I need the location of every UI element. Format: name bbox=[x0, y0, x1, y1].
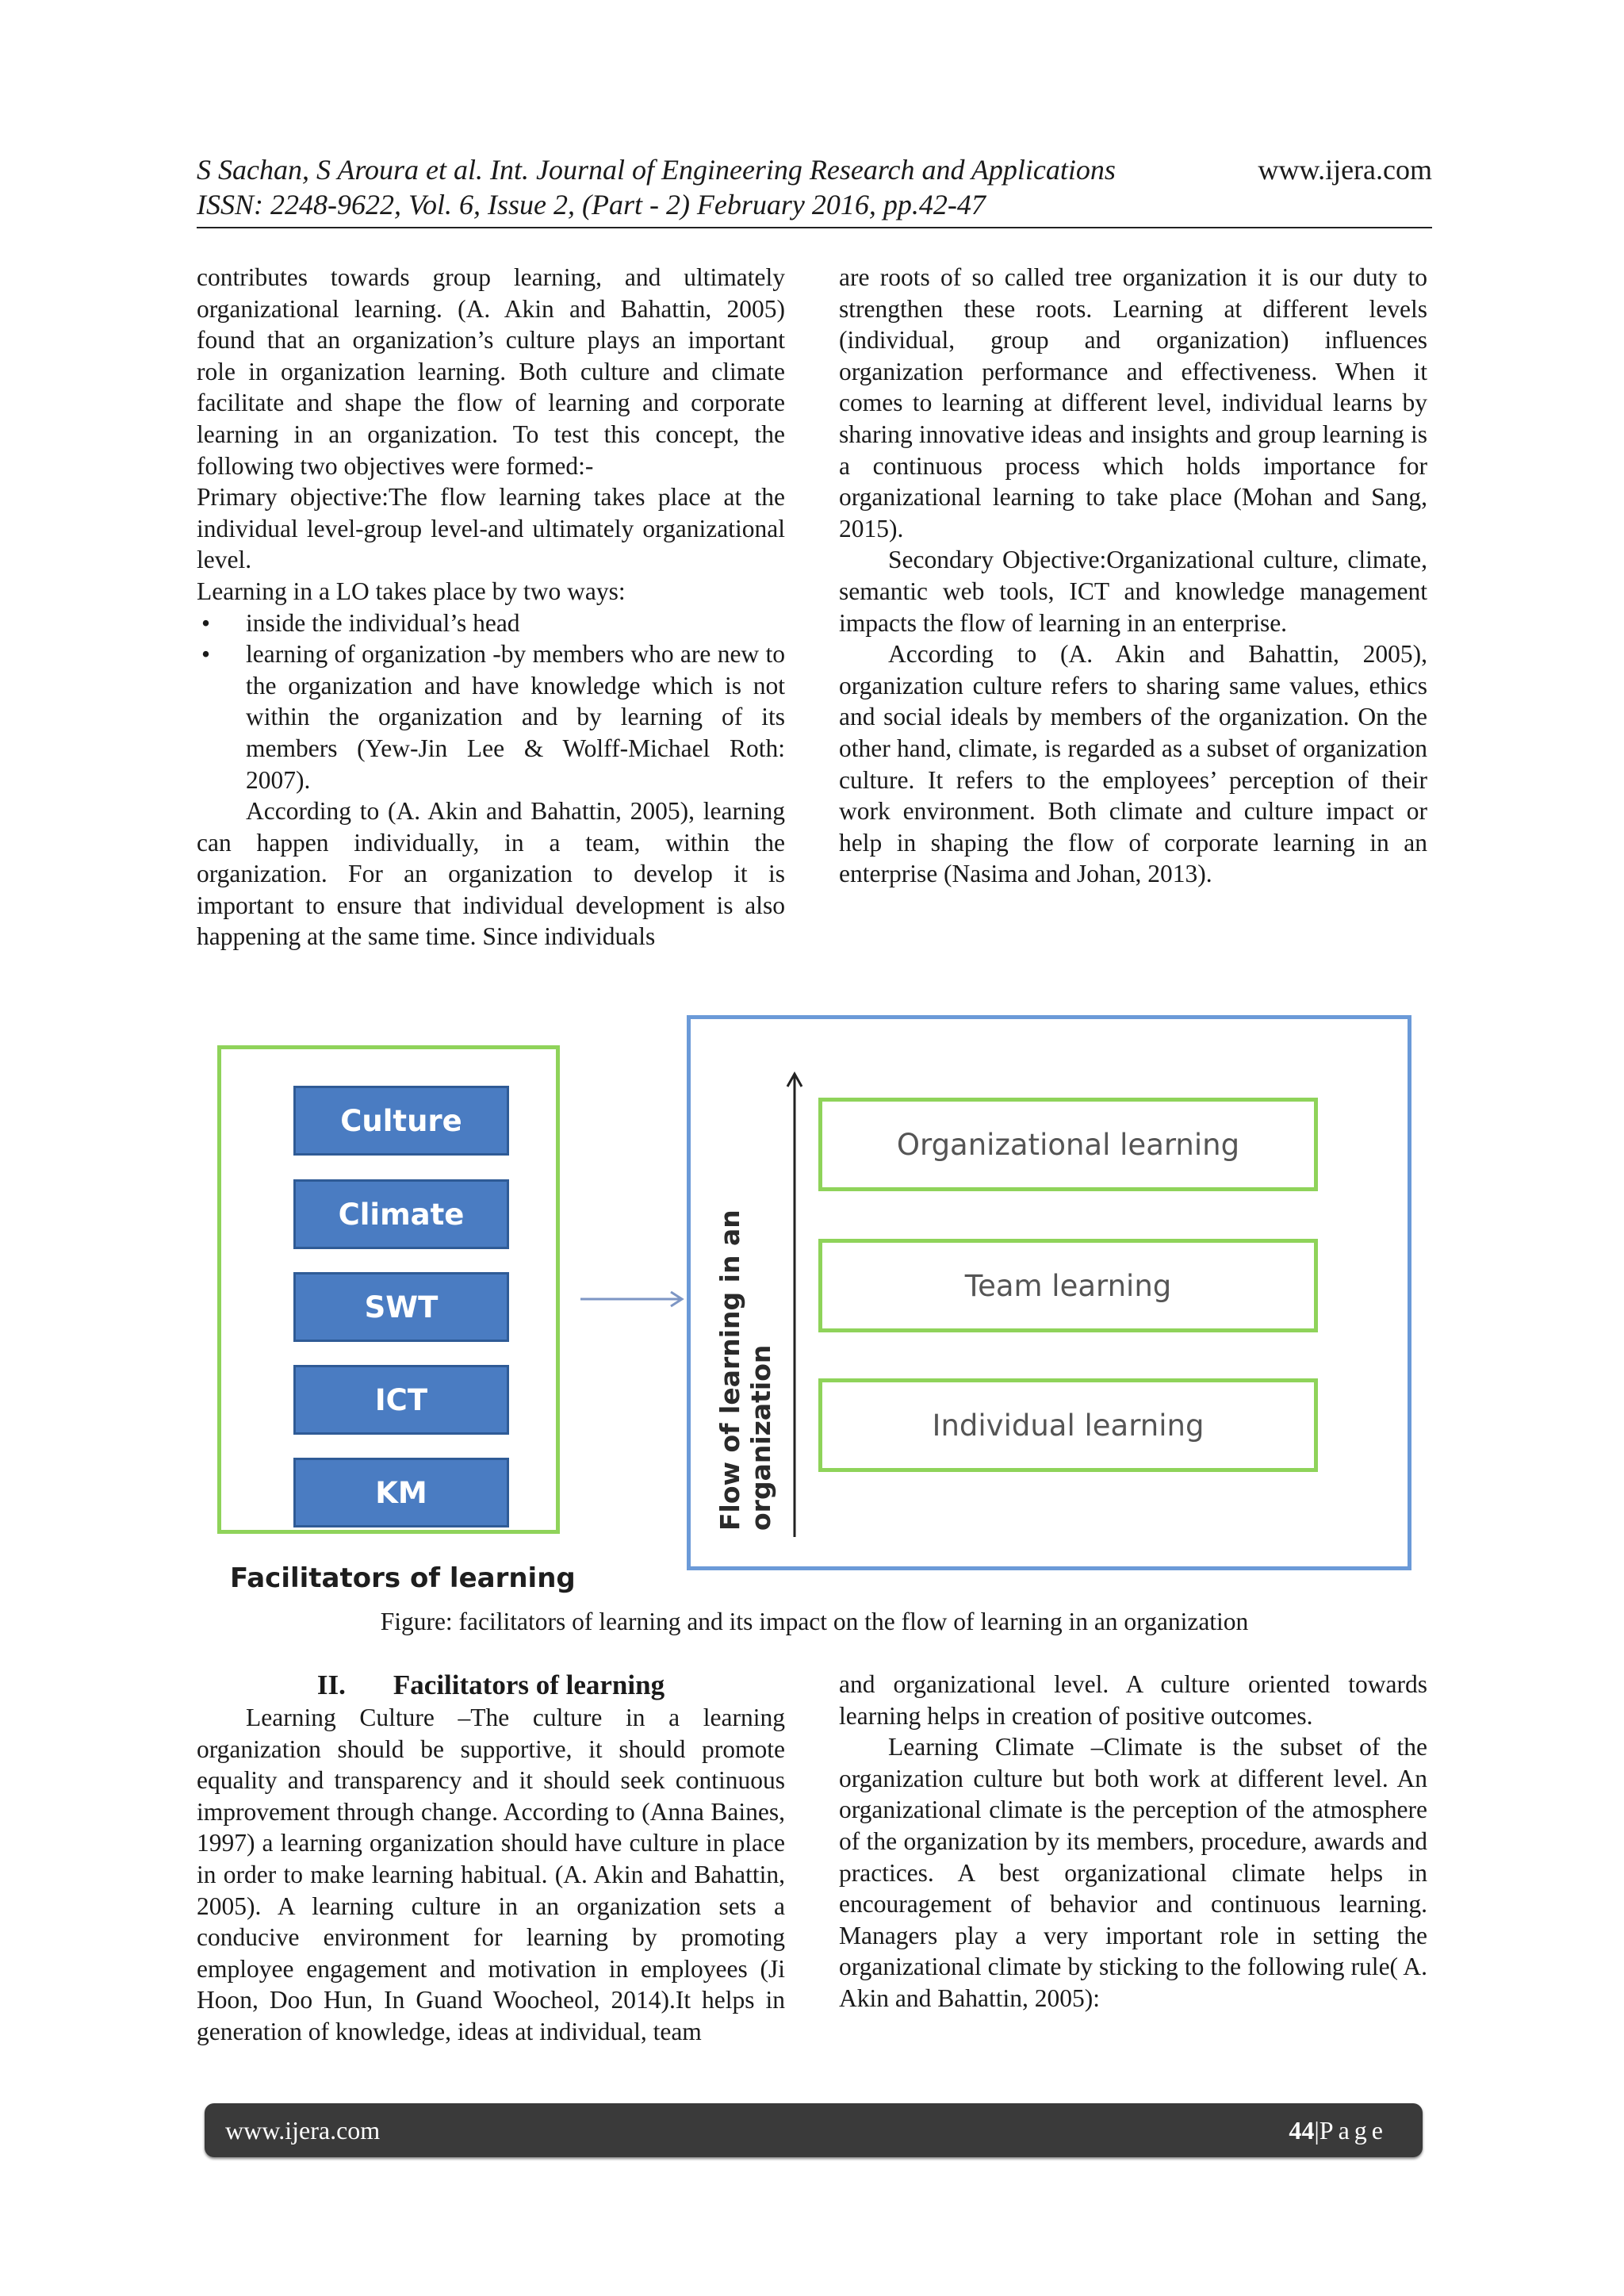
column-left-bottom bbox=[197, 1669, 785, 2048]
page-word: Page bbox=[1319, 2115, 1388, 2145]
paragraph: According to (A. Akin and Bahattin, 2005), learning can happen individually, in a team, within the organization. For an organization to develop it is important to ensure that individual development is also happening at the same time. Since individuals bbox=[197, 797, 785, 951]
section-title: Facilitators of learning bbox=[393, 1669, 665, 1700]
header-site[interactable]: www.ijera.com bbox=[1258, 154, 1432, 186]
paragraph: contributes towards group learning, and ultimately organizational learning. (A. Akin and Bahattin, 2005) found that an organization’s culture plays an important role in organization learning. Both culture and climate facilitate and shape the flow of learning and corporate learning in an organization. To test this concept, the following two objectives were formed:- bbox=[197, 263, 785, 480]
section-number: II. bbox=[316, 1669, 346, 1700]
facilitator-swt: SWT bbox=[293, 1272, 509, 1342]
bullet-list bbox=[197, 608, 785, 796]
paragraph: Primary objective:The flow learning takes place at the individual level-group level-and ultimately organizational level. bbox=[197, 483, 785, 574]
column-right-bottom bbox=[839, 1669, 1427, 2014]
facilitator-culture: Culture bbox=[293, 1086, 509, 1156]
paragraph: According to (A. Akin and Bahattin, 2005), organization culture refers to sharing same values, ethics and social ideals by members of the organization. On the other hand, climate, is regarded as a subset of organization culture. It refers to the employees’ perception of their work environment. Both climate and culture impact or help in shaping the flow of corporate learning in an enterprise (Nasima and Johan, 2013). bbox=[839, 640, 1427, 888]
right-arrow-icon bbox=[579, 1290, 690, 1309]
paragraph: Learning in a LO takes place by two ways: bbox=[197, 577, 626, 605]
page-footer bbox=[205, 2103, 1423, 2157]
page-number: 44 bbox=[1289, 2115, 1315, 2145]
paragraph: Learning Culture –The culture in a learning organization should be supportive, it should promote equality and transparency and it should seek continuous improvement through change. According to (Anna Baines, 1997) a learning organization should have culture in place in order to make learning habitual. (A. Akin and Bahattin, 2005). A learning culture in an organization sets a conducive environment for learning by promoting employee engagement and motivation in employees (Ji Hoon, Doo Hun, In Guand Woocheol, 2014).It helps in generation of knowledge, ideas at individual, team bbox=[197, 1704, 785, 2045]
page-separator: | bbox=[1314, 2115, 1320, 2145]
bullet-item: • learning of organization -by members who are new to the organization and have knowledge which is not within the organization and by learning of its members (Yew-Jin Lee & Wolff-Michael Roth: 2007). bbox=[197, 638, 785, 795]
paragraph: Learning Climate –Climate is the subset of the organization culture but both work at different level. An organizational climate is the perception of the atmosphere of the organization by its members, procedure, awards and practices. A best organizational climate helps in encouragement of behavior and continuous learning. Managers play a very important role in setting the organizational climate by sticking to the following rule( A. Akin and Bahattin, 2005): bbox=[839, 1733, 1427, 2012]
up-arrow-icon bbox=[785, 1071, 804, 1539]
facilitator-climate: Climate bbox=[293, 1179, 509, 1249]
level-organizational: Organizational learning bbox=[818, 1098, 1318, 1191]
level-team: Team learning bbox=[818, 1239, 1318, 1332]
column-left-top bbox=[197, 262, 785, 953]
facilitator-km: KM bbox=[293, 1458, 509, 1527]
running-header bbox=[197, 152, 1432, 228]
flow-axis-label: Flow of learning in an organization bbox=[714, 1209, 776, 1531]
page-indicator bbox=[1289, 2116, 1388, 2145]
column-right-top bbox=[839, 262, 1427, 890]
header-citation: S Sachan, S Aroura et al. Int. Journal of Engineering Research and Applications bbox=[197, 154, 1116, 186]
facilitators-caption: Facilitators of learning bbox=[230, 1562, 576, 1594]
facilitator-ict: ICT bbox=[293, 1365, 509, 1435]
footer-site-link[interactable]: www.ijera.com bbox=[225, 2115, 381, 2145]
level-individual: Individual learning bbox=[818, 1378, 1318, 1472]
bullet-item: • inside the individual’s head bbox=[197, 608, 785, 639]
paragraph: and organizational level. A culture oriented towards learning helps in creation of positive outcomes. bbox=[839, 1670, 1427, 1730]
section-heading bbox=[197, 1669, 785, 1702]
header-issn: ISSN: 2248-9622, Vol. 6, Issue 2, (Part - 2) February 2016, pp.42-47 bbox=[197, 189, 986, 220]
figure-facilitators-flow bbox=[206, 1007, 1411, 1610]
facilitators-box bbox=[217, 1045, 560, 1534]
figure-caption: Figure: facilitators of learning and its impact on the flow of learning in an organization bbox=[380, 1608, 1249, 1635]
paragraph: Secondary Objective:Organizational culture, climate, semantic web tools, ICT and knowledge management impacts the flow of learning in an enterprise. bbox=[839, 546, 1427, 637]
paragraph: are roots of so called tree organization it is our duty to strengthen these roots. Learning at different levels (individual, group and organization) influences organization performance and effectiveness. When it comes to learning at different level, individual learns by sharing innovative ideas and insights and group learning is a continuous process which holds importance for organizational learning to take place (Mohan and Sang, 2015). bbox=[839, 263, 1427, 542]
